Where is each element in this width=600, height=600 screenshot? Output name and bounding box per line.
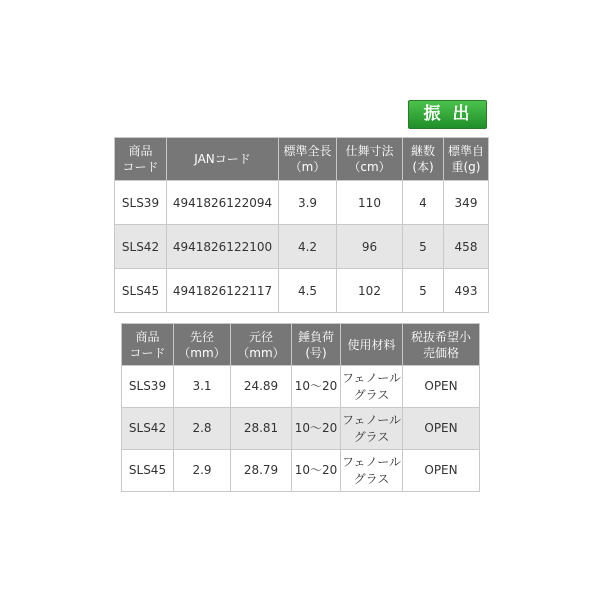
cell-price: OPEN: [403, 450, 480, 492]
cell-jan-code: 4941826122100: [167, 225, 279, 269]
table-row: [115, 225, 489, 269]
cell-material: フェノール グラス: [341, 366, 403, 408]
header-product-code: 商品 コード: [115, 138, 167, 181]
cell-sinker-load: 10〜20: [292, 366, 341, 408]
cell-length: 4.5: [279, 269, 337, 313]
cell-product-code: SLS39: [115, 181, 167, 225]
table-header-row: [122, 324, 480, 366]
header-sinker-load: 錘負荷 (号): [292, 324, 341, 366]
cell-weight: 458: [444, 225, 489, 269]
cell-butt-diameter: 28.81: [231, 408, 292, 450]
header-product-code: 商品 コード: [122, 324, 174, 366]
cell-butt-diameter: 28.79: [231, 450, 292, 492]
header-jan-code: JANコード: [167, 138, 279, 181]
cell-price: OPEN: [403, 366, 480, 408]
cell-sinker-load: 10〜20: [292, 450, 341, 492]
header-weight: 標準自 重(g): [444, 138, 489, 181]
cell-weight: 493: [444, 269, 489, 313]
cell-tip-diameter: 2.9: [174, 450, 231, 492]
cell-length: 3.9: [279, 181, 337, 225]
header-tip-diameter: 先径 （mm）: [174, 324, 231, 366]
spec-table-1: [114, 137, 489, 313]
cell-product-code: SLS42: [122, 408, 174, 450]
table-row: [122, 366, 480, 408]
header-length: 標準全長 （m）: [279, 138, 337, 181]
cell-sinker-load: 10〜20: [292, 408, 341, 450]
type-badge: 振出: [408, 100, 487, 129]
cell-jan-code: 4941826122117: [167, 269, 279, 313]
table-header-row: [115, 138, 489, 181]
cell-butt-diameter: 24.89: [231, 366, 292, 408]
header-butt-diameter: 元径 （mm）: [231, 324, 292, 366]
cell-product-code: SLS45: [115, 269, 167, 313]
header-material: 使用材料: [341, 324, 403, 366]
cell-length: 4.2: [279, 225, 337, 269]
header-closed-length: 仕舞寸法 （cm）: [337, 138, 403, 181]
table-row: [122, 408, 480, 450]
cell-tip-diameter: 3.1: [174, 366, 231, 408]
cell-product-code: SLS42: [115, 225, 167, 269]
cell-weight: 349: [444, 181, 489, 225]
cell-price: OPEN: [403, 408, 480, 450]
cell-material: フェノール グラス: [341, 408, 403, 450]
table-row: [115, 269, 489, 313]
cell-closed-length: 110: [337, 181, 403, 225]
table-row: [115, 181, 489, 225]
cell-closed-length: 96: [337, 225, 403, 269]
cell-closed-length: 102: [337, 269, 403, 313]
table-row: [122, 450, 480, 492]
spec-table-2: [121, 323, 480, 492]
cell-sections: 4: [403, 181, 444, 225]
cell-product-code: SLS39: [122, 366, 174, 408]
cell-tip-diameter: 2.8: [174, 408, 231, 450]
header-sections: 継数 (本): [403, 138, 444, 181]
cell-material: フェノール グラス: [341, 450, 403, 492]
header-price: 税抜希望小 売価格: [403, 324, 480, 366]
cell-sections: 5: [403, 225, 444, 269]
cell-sections: 5: [403, 269, 444, 313]
cell-jan-code: 4941826122094: [167, 181, 279, 225]
cell-product-code: SLS45: [122, 450, 174, 492]
